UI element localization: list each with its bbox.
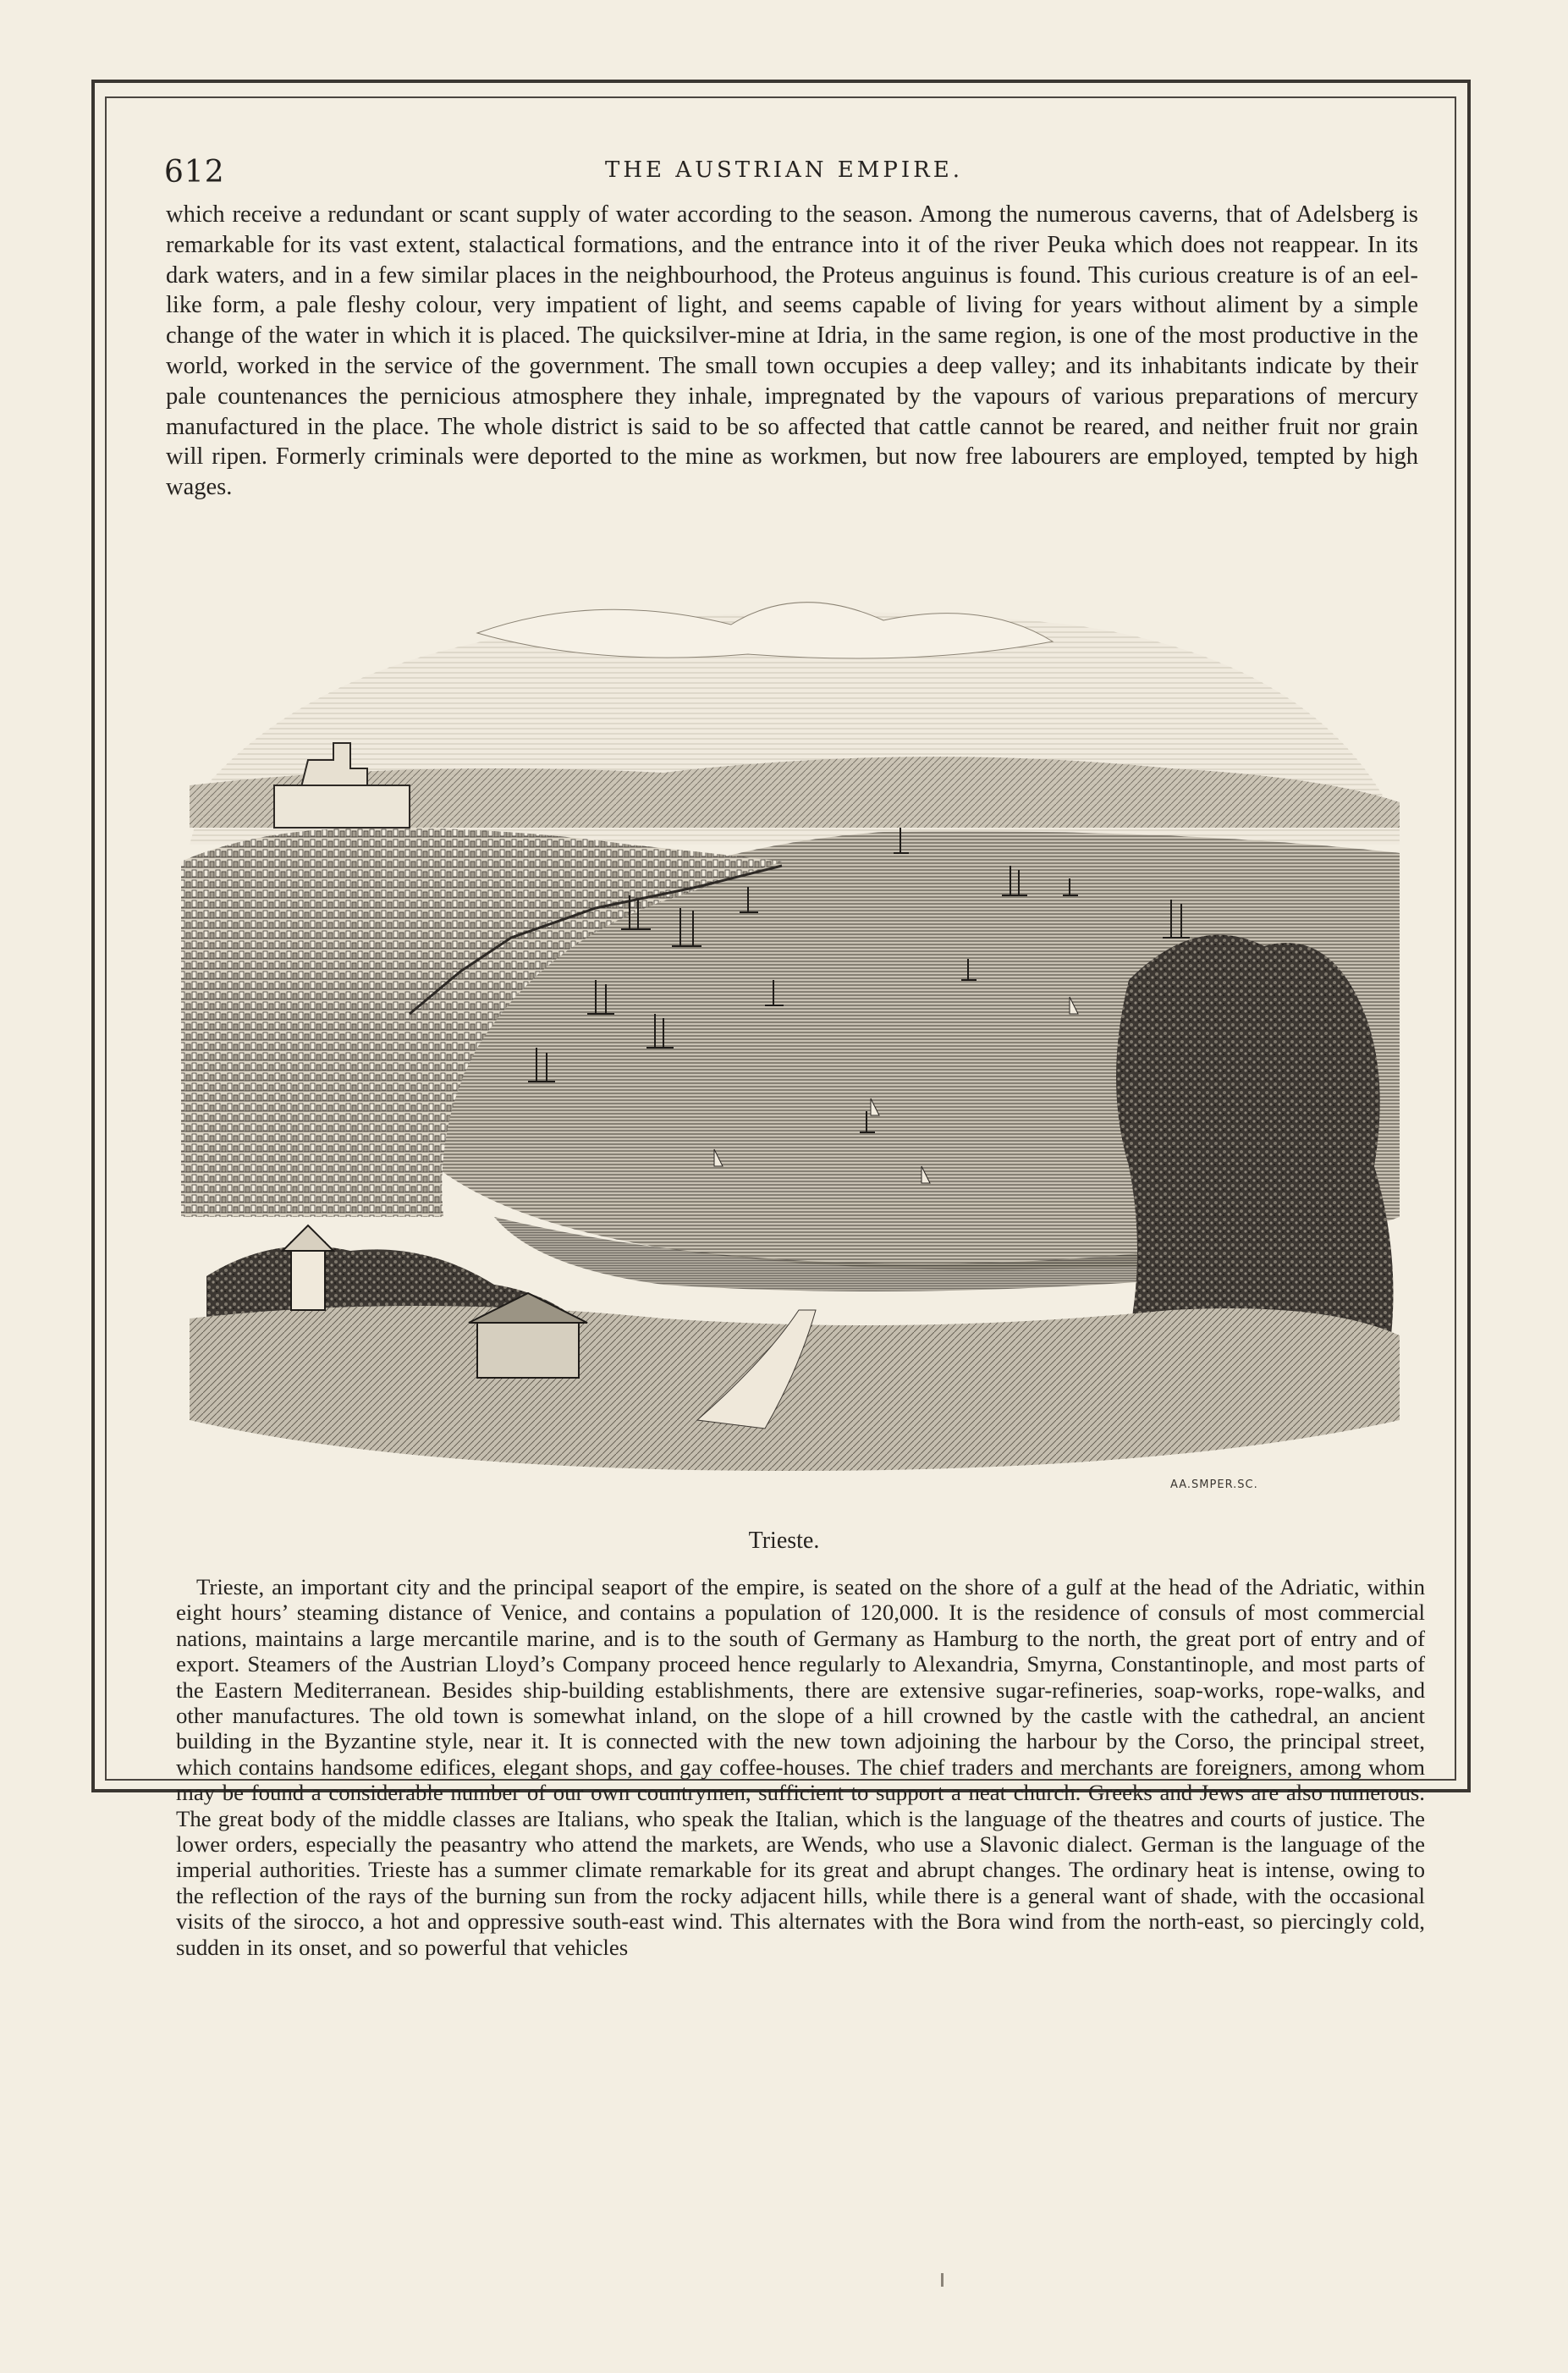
top-paragraph <box>166 200 1418 548</box>
engraver-signature: AA.SMPER.SC. <box>1170 1478 1258 1491</box>
figure-caption: Trieste. <box>748 1528 820 1554</box>
foreground-ground <box>190 1306 1400 1471</box>
page-number: 612 <box>164 155 225 190</box>
windmill <box>283 1225 333 1310</box>
trieste-engraving <box>156 574 1425 1511</box>
running-head: THE AUSTRIAN EMPIRE. <box>605 157 963 183</box>
bottom-paragraph <box>176 1574 1425 1960</box>
top-paragraph-text: which receive a redundant or scant supply of water according to the season. Among the numerous caverns, that of Adelsberg is remarkable for its vast extent, stalactical formations, and the entrance into it of the river Peuka which does not reappear. In its dark waters, and in a few similar places in the neighbourhood, the Proteus anguinus is found. This curious creature is of an eel-like form, a pale fleshy colour, very impatient of light, and seems capable of living for years without aliment by a simple change of the water in which it is placed. The quicksilver-mine at Idria, in the same region, is one of the most productive in the world, worked in the service of the government. The small town occupies a deep valley; and its inhabitants indicate by their pale countenances the pernicious atmosphere they inhale, impregnated by the vapours of various preparations of mercury manufactured in the place. The whole district is said to be so affected that cattle cannot be reared, and neither fruit nor grain will ripen. Formerly criminals were deported to the mine as workmen, but now free labourers are employed, tempted by high wages. <box>166 201 1418 501</box>
bottom-paragraph-text: Trieste, an important city and the principal seaport of the empire, is seated on the shore of a gulf at the head of the Adriatic, within eight hours’ steaming distance of Venice, and contains a population of 120,000. It is the residence of consuls of most commercial nations, maintains a large mercantile marine, and is to the south of Germany as Hamburg to the north, the great port of entry and of export. Steamers of the Austrian Lloyd’s Company proceed hence regularly to Alexandria, Smyrna, Constantinople, and most parts of the Eastern Mediterranean. Besides ship-building establishments, there are extensive sugar-refineries, soap-works, rope-walks, and other manufactures. The old town is somewhat inland, on the slope of a hill crowned by the castle with the cathedral, an ancient building in the Byzantine style, near it. It is connected with the new town adjoining the harbour by the Corso, the principal street, which contains handsome edifices, elegant shops, and gay coffee-houses. The chief traders and merchants are foreigners, among whom may be found a considerable number of our own countrymen, sufficient to support a neat church. Greeks and Jews are also numerous. The great body of the middle classes are Italians, who speak the Italian, which is the language of the theatres and courts of justice. The lower orders, especially the peasantry who attend the markets, are Wends, who use a Slavonic dialect. German is the language of the imperial authorities. Trieste has a summer climate remarkable for its great and abrupt changes. The ordinary heat is intense, owing to the reflection of the rays of the burning sun from the rocky adjacent hills, while there is a general want of shade, with the occasional visits of the sirocco, a hot and oppressive south-east wind. This alternates with the Bora wind from the north-east, so piercingly cold, sudden in its onset, and so powerful that vehicles <box>176 1574 1425 1960</box>
page-edge-mark <box>941 2273 944 2287</box>
